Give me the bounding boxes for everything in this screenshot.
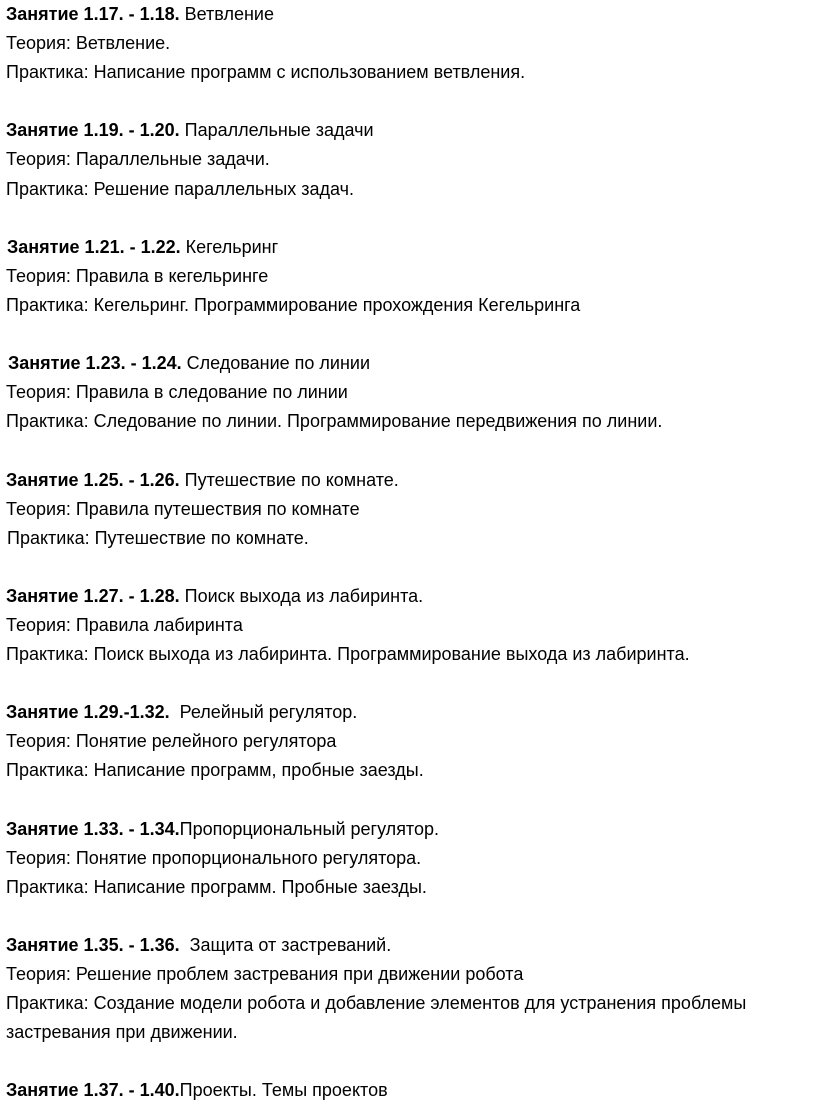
blank-line	[6, 436, 810, 465]
lesson-heading	[6, 116, 810, 145]
lesson-number: Занятие 1.19. - 1.20.	[6, 120, 180, 141]
lesson-1-35	[6, 931, 810, 1076]
blank-line	[6, 669, 810, 698]
document-page	[6, 0, 810, 1106]
lesson-number: Занятие 1.17. - 1.18.	[6, 4, 180, 24]
lesson-title: Ветвление	[179, 4, 274, 24]
lesson-1-17	[6, 0, 810, 116]
blank-line	[6, 320, 810, 349]
lesson-theory: Теория: Понятие релейного регулятора	[6, 731, 337, 752]
lesson-1-33	[6, 815, 810, 931]
lesson-theory: Теория: Правила в следование по линии	[6, 382, 348, 403]
lesson-practice: Практика: Создание модели робота и добавление элементов для устранения проблемы застревания при движении.	[6, 993, 747, 1043]
lesson-title: Поиск выхода из лабиринта.	[179, 585, 424, 606]
lesson-title: Кегельринг	[180, 236, 279, 257]
lesson-title: Путешествие по комнате.	[179, 469, 399, 490]
lesson-number: Занятие 1.21. - 1.22.	[7, 236, 181, 257]
blank-line	[6, 902, 810, 931]
lesson-theory: Теория: Правила в кегельринге	[6, 265, 269, 286]
lesson-number: Занятие 1.23. - 1.24.	[8, 353, 182, 374]
lesson-heading	[6, 698, 810, 727]
lesson-practice: Практика: Написание программ. Пробные заезды.	[6, 876, 427, 897]
lesson-heading	[6, 931, 810, 960]
blank-line	[6, 1047, 810, 1076]
blank-line	[6, 786, 810, 815]
blank-line	[6, 553, 810, 582]
lesson-heading	[6, 815, 810, 844]
lesson-number: Занятие 1.27. - 1.28.	[6, 585, 180, 606]
lesson-title: Параллельные задачи	[179, 120, 374, 141]
lesson-heading	[6, 1076, 810, 1105]
lesson-title: Следование по линии	[181, 353, 371, 374]
lesson-1-19	[6, 116, 810, 232]
lesson-number: Занятие 1.25. - 1.26.	[6, 469, 180, 490]
lesson-theory: Теория: Правила путешествия по комнате	[6, 498, 360, 519]
lesson-practice: Практика: Написание программ, пробные заезды.	[6, 760, 424, 781]
lesson-number: Занятие 1.29.-1.32.	[6, 702, 170, 723]
lesson-1-37	[6, 1076, 810, 1105]
lesson-1-27	[6, 582, 810, 698]
lesson-practice: Практика: Решение параллельных задач.	[6, 178, 355, 199]
lesson-heading	[6, 349, 810, 378]
lesson-theory: Теория: Понятие пропорционального регулятора.	[6, 847, 422, 868]
lesson-theory: Теория: Параллельные задачи.	[6, 149, 270, 170]
lesson-theory: Теория: Правила лабиринта	[6, 614, 243, 635]
lesson-heading	[6, 582, 810, 611]
lesson-practice: Практика: Следование по линии. Программирование передвижения по линии.	[6, 411, 663, 432]
blank-line	[6, 87, 810, 116]
lesson-title: Защита от застреваний.	[179, 935, 392, 955]
lesson-theory: Теория: Решение проблем застревания при движении робота	[6, 964, 524, 985]
lesson-title: Релейный регулятор.	[169, 702, 358, 723]
lesson-title: Пропорциональный регулятор.	[179, 818, 439, 839]
lesson-1-23	[6, 349, 810, 465]
lesson-practice: Практика: Путешествие по комнате.	[7, 527, 309, 548]
lesson-title: Проекты. Темы проектов	[179, 1080, 388, 1101]
lesson-1-25	[6, 466, 810, 582]
lesson-1-21	[6, 233, 810, 349]
lesson-number: Занятие 1.33. - 1.34.	[6, 818, 180, 839]
lesson-heading	[6, 233, 810, 262]
lesson-practice: Практика: Кегельринг. Программирование прохождения Кегельринга	[6, 294, 581, 315]
lesson-heading	[6, 466, 810, 495]
lesson-number: Занятие 1.37. - 1.40.	[6, 1080, 180, 1101]
lesson-heading	[6, 0, 810, 29]
lesson-practice: Практика: Поиск выхода из лабиринта. Программирование выхода из лабиринта.	[6, 644, 690, 665]
lesson-theory: Теория: Ветвление.	[6, 33, 171, 54]
lesson-1-29	[6, 698, 810, 814]
lesson-practice: Практика: Написание программ с использованием ветвления.	[6, 62, 526, 83]
lesson-number: Занятие 1.35. - 1.36.	[6, 935, 180, 955]
blank-line	[6, 204, 810, 233]
